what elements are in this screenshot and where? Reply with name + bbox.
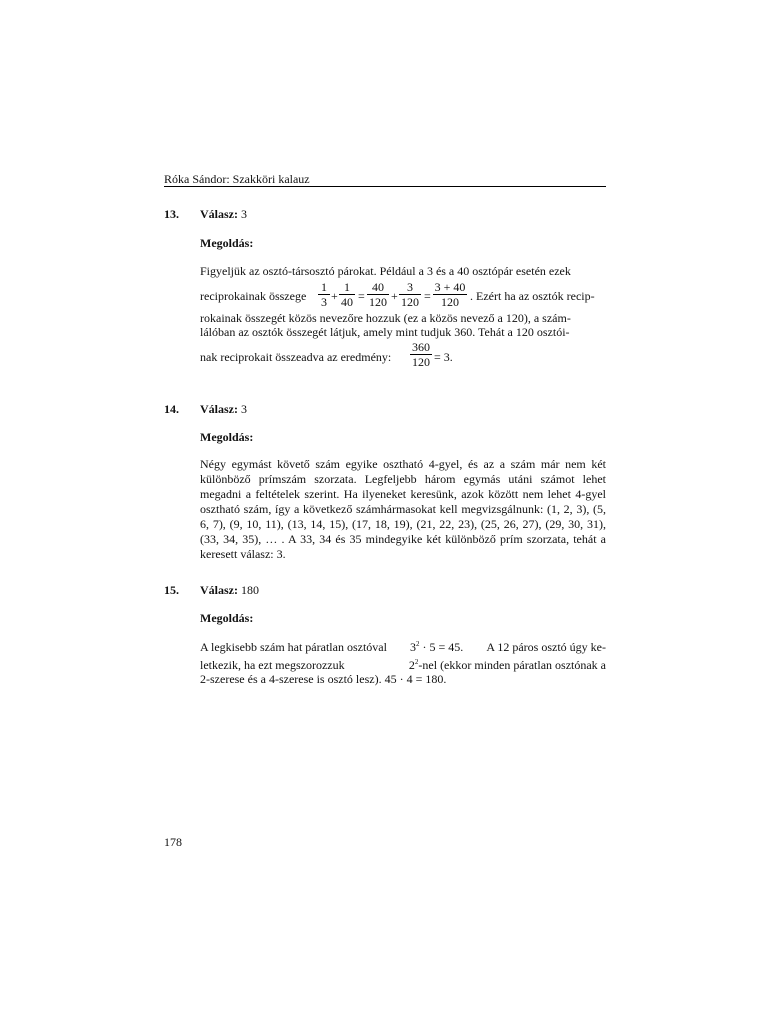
- fraction-40-120: [367, 280, 389, 309]
- p15-math-1: [410, 640, 463, 655]
- answer-label: Válasz:: [200, 583, 238, 597]
- math-base: 2: [408, 658, 415, 672]
- p15-line-1-start: A legkisebb szám hat páratlan osztóval: [200, 640, 387, 654]
- math-exponent: 2: [414, 658, 419, 666]
- plus-sign: +: [331, 289, 338, 303]
- denominator: 3: [321, 295, 327, 309]
- fraction-1-3: [318, 280, 330, 309]
- fraction-360-120: [410, 340, 432, 369]
- math-exponent: 2: [416, 640, 420, 648]
- fraction-sum-120: [433, 280, 467, 309]
- problem-14-answer: [200, 402, 247, 417]
- page-number: 178: [164, 835, 182, 849]
- math-rest: · 5 = 45.: [422, 640, 464, 654]
- problem-15-number: 15.: [164, 583, 179, 597]
- answer-value: 3: [241, 402, 247, 416]
- problem-15-solution-label: Megoldás:: [200, 611, 254, 625]
- p13-line-3: rokainak összegét közös nevezőre hozzuk (ez a közös nevező a 120), a szám-: [200, 311, 571, 325]
- denominator: 120: [441, 295, 459, 309]
- fraction-1-40: [339, 280, 355, 309]
- fraction-3-120: [399, 280, 421, 309]
- page-header: [164, 172, 606, 187]
- answer-label: Válasz:: [200, 207, 238, 221]
- denominator: 120: [401, 295, 419, 309]
- answer-value: 3: [241, 207, 247, 221]
- p15-line-2-start: letkezik, ha ezt megszorozzuk: [200, 658, 345, 672]
- p13-line-4: lálóban az osztók összegét látjuk, amely mint tudjuk 360. Tehát a 120 osztói-: [200, 325, 570, 339]
- problem-14-number: 14.: [164, 402, 179, 416]
- numerator: 1: [339, 280, 355, 295]
- equals-sign: =: [424, 289, 431, 303]
- problem-15-answer: [200, 583, 259, 598]
- denominator: 120: [412, 355, 430, 369]
- problem-13-solution-label: Megoldás:: [200, 236, 254, 250]
- p15-line-2: [200, 658, 606, 673]
- math-base: 3: [410, 640, 417, 654]
- problem-14-solution-label: Megoldás:: [200, 430, 254, 444]
- p13-line-5-start: nak reciprokait összeadva az eredmény:: [200, 350, 392, 364]
- p15-line-2-rest: [409, 658, 606, 673]
- header-title: Róka Sándor: Szakköri kalauz: [164, 172, 310, 186]
- p15-line-2-end: -nel (ekkor minden páratlan osztónak a: [418, 658, 606, 672]
- denominator: 40: [341, 295, 353, 309]
- problem-14-text: Négy egymást követő szám egyike osztható 4-gyel, és az a szám már nem két különböző prímszám szorzata. Legfeljebb három egymás utáni számot lehet megadni a feltételek szerint. Ha ilyeneket keresünk, azok között nem lehet 4-gyel osztható szám, így a következő számhármasokat kell megvizsgálnunk: (1, 2, 3), (5, 6, 7), (9, 10, 11), (13, 14, 15), (17, 18, 19), (21, 22, 23), (25, 26, 27), (29, 30, 31), (33, 34, 35), … . A 33, 34 és 35 mindegyike két különböző prím szorzata, tehát a keresett válasz: 3.: [200, 457, 606, 561]
- p13-line-5-end: = 3.: [434, 350, 453, 364]
- p15-line-3: 2-szerese és a 4-szerese is osztó lesz). 45 · 4 = 180.: [200, 672, 447, 686]
- numerator: 360: [412, 340, 430, 354]
- plus-sign: +: [391, 289, 398, 303]
- p13-line-2-end: . Ezért ha az osztók recip-: [470, 289, 595, 303]
- p15-line-1: [200, 640, 606, 655]
- problem-13-number: 13.: [164, 207, 179, 221]
- answer-label: Válasz:: [200, 402, 238, 416]
- answer-value: 180: [241, 583, 259, 597]
- numerator: 3 + 40: [434, 280, 466, 294]
- p13-line-2-start: reciprokainak összege: [200, 289, 307, 303]
- problem-13-answer: [200, 207, 247, 222]
- p13-line-1: Figyeljük az osztó-társosztó párokat. Például a 3 és a 40 osztópár esetén ezek: [200, 264, 571, 278]
- numerator: 3: [399, 280, 421, 295]
- p15-line-1-end: A 12 páros osztó úgy ke-: [486, 640, 606, 654]
- numerator: 40: [367, 280, 389, 295]
- numerator: 1: [318, 280, 330, 295]
- equals-sign: =: [358, 289, 365, 303]
- denominator: 120: [369, 295, 387, 309]
